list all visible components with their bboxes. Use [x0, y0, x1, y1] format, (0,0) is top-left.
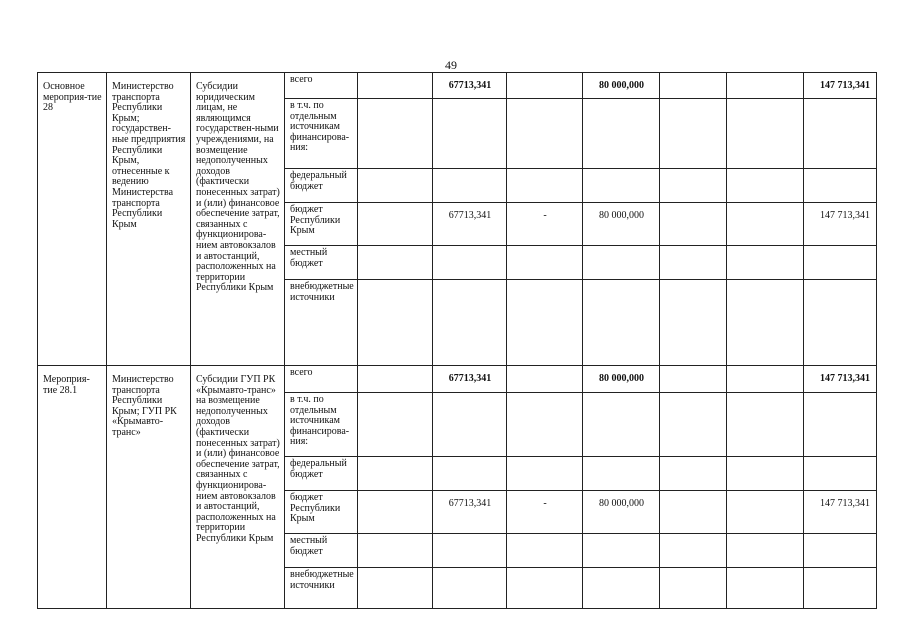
table-row — [38, 73, 877, 99]
source-cell: всего — [285, 73, 358, 99]
source-cell: внебюджетные источники — [285, 568, 358, 609]
source-cell: всего — [285, 366, 358, 393]
source-cell: местный бюджет — [285, 534, 358, 568]
value-cell — [507, 73, 583, 99]
source-cell: федеральный бюджет — [285, 457, 358, 491]
value-cell: 67713,341 — [433, 73, 507, 99]
description-cell: Субсидии юридическим лицам, не являющимся государствен-ными учреждениями, на возмещение недополученных доходов (фактически понесенных затрат) и (или) финансовое обеспечение затрат, связанных с функционирова-нием автовокзалов и автостанций, расположенных на территории Республики Крым — [191, 73, 285, 366]
value-cell: 80 000,000 — [583, 73, 660, 99]
value-cell: 80 000,000 — [583, 366, 660, 393]
source-cell: в т.ч. по отдельным источникам финансирова-ния: — [285, 393, 358, 457]
source-cell: федеральный бюджет — [285, 169, 358, 203]
source-cell: в т.ч. по отдельным источникам финансирова-ния: — [285, 99, 358, 169]
total-cell: 147 713,341 — [804, 366, 877, 393]
value-cell: 67713,341 — [433, 203, 507, 246]
value-cell: 67713,341 — [433, 491, 507, 534]
executor-cell: Министерство транспорта Республики Крым; государствен-ные предприятия Республики Крым, отнесенные к ведению Министерства транспорта Республики Крым — [107, 73, 191, 366]
page-number: 49 — [445, 58, 457, 72]
source-cell: местный бюджет — [285, 246, 358, 280]
total-cell: 147 713,341 — [804, 203, 877, 246]
event-cell: Мероприя-тие 28.1 — [38, 366, 107, 609]
value-cell: 80 000,000 — [583, 491, 660, 534]
description-cell: Субсидии ГУП РК «Крымавто-транс» на возмещение недополученных доходов (фактически понесенных затрат) и (или) финансовое обеспечение затрат, связанных с функционирова-нием автовокзалов и автостанций, расположенных на территории Республики Крым — [191, 366, 285, 609]
value-cell: 67713,341 — [433, 366, 507, 393]
source-cell: бюджет Республики Крым — [285, 491, 358, 534]
executor-cell: Министерство транспорта Республики Крым; ГУП РК «Крымавто-транс» — [107, 366, 191, 609]
value-cell: 80 000,000 — [583, 203, 660, 246]
dash-cell: - — [507, 203, 583, 246]
table-row — [38, 366, 877, 393]
dash-cell: - — [507, 491, 583, 534]
event-cell: Основное мероприя-тие 28 — [38, 73, 107, 366]
total-cell: 147 713,341 — [804, 73, 877, 99]
total-cell: 147 713,341 — [804, 491, 877, 534]
source-cell: внебюджетные источники — [285, 280, 358, 366]
source-cell: бюджет Республики Крым — [285, 203, 358, 246]
funding-table — [37, 72, 877, 609]
